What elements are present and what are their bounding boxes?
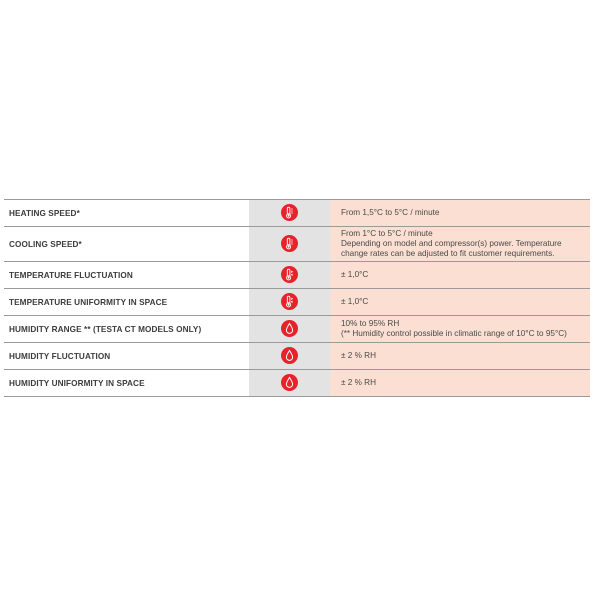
spec-value-line: From 1,5°C to 5°C / minute <box>341 207 440 217</box>
table-row <box>4 370 590 397</box>
spec-value-line: ± 2 % RH <box>341 350 376 360</box>
thermometer-down-icon <box>281 235 298 252</box>
spec-label: HUMIDITY UNIFORMITY IN SPACE <box>9 378 145 388</box>
spec-label: COOLING SPEED* <box>9 239 82 249</box>
spec-label: TEMPERATURE UNIFORMITY IN SPACE <box>9 297 168 307</box>
spec-label: HUMIDITY RANGE ** (TESTA CT MODELS ONLY) <box>9 324 202 334</box>
thermometer-up-icon <box>281 204 298 221</box>
table-row <box>4 262 590 289</box>
table-row <box>4 343 590 370</box>
water-drop-icon <box>281 374 298 391</box>
water-drop-icon <box>281 320 298 337</box>
thermometer-fluctuation-icon <box>281 293 298 310</box>
water-drop-icon <box>281 347 298 364</box>
spec-value-line: ± 1,0°C <box>341 296 369 306</box>
spec-value-line: 10% to 95% RH <box>341 318 400 328</box>
table-row <box>4 316 590 343</box>
spec-value-line: From 1°C to 5°C / minute <box>341 228 433 238</box>
spec-label: HUMIDITY FLUCTUATION <box>9 351 111 361</box>
table-row <box>4 200 590 227</box>
spec-label: TEMPERATURE FLUCTUATION <box>9 270 133 280</box>
spec-value-line: change rates can be adjusted to fit customer requirements. <box>341 249 555 259</box>
specifications-table <box>4 199 590 397</box>
table-row <box>4 227 590 262</box>
spec-value-line: Depending on model and compressor(s) power. Temperature <box>341 238 562 248</box>
thermometer-fluctuation-icon <box>281 266 298 283</box>
spec-value-line: (** Humidity control possible in climatic range of 10°C to 95°C) <box>341 329 567 338</box>
spec-value-line: ± 1,0°C <box>341 269 369 279</box>
spec-label: HEATING SPEED* <box>9 208 80 218</box>
spec-value-line: ± 2 % RH <box>341 377 376 387</box>
table-row <box>4 289 590 316</box>
